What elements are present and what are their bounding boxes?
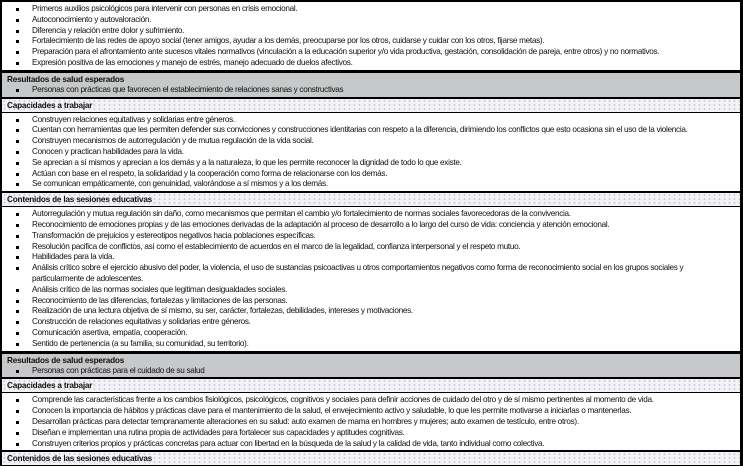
bullet-icon <box>16 310 19 313</box>
list-item-text: Cuentan con herramientas que les permiten defender sus convicciones y construcciones identitarias con respeto a la diferencia, dirimiendo los conflictos que esto ocasiona sin el uso de la violencia. <box>32 125 688 135</box>
bullet-list <box>2 2 740 70</box>
bullet-icon <box>16 289 19 292</box>
list-item <box>2 26 740 37</box>
bullet-icon <box>16 235 19 238</box>
list-item-text: Personas con prácticas para el cuidado de su salud <box>32 365 205 375</box>
list-item <box>2 231 740 242</box>
bullet-list <box>2 207 740 350</box>
list-item-text: Realización de una lectura objetiva de sí mismo, su ser, carácter, fortalezas, debilidades, intereses y motivaciones. <box>32 306 413 316</box>
bullet-icon <box>16 321 19 324</box>
list-item <box>2 366 740 377</box>
list-item-text: Diseñan e implementan una rutina propia de actividades para fortalecer sus capacidades y aptitudes cognitivas. <box>32 427 405 437</box>
list-item-text: Autorregulación y mutua regulación sin daño, como mecanismos que permitan el cambio y/o fortalecimiento de normas sociales favorecedoras de la convivencia. <box>32 209 571 219</box>
list-item <box>2 58 740 69</box>
list-item <box>2 406 740 417</box>
bullet-icon <box>16 443 19 446</box>
list-item <box>2 125 740 136</box>
bullet-list <box>2 113 740 192</box>
list-item-text: Construyen relaciones equitativas y solidarias entre géneros. <box>32 114 235 124</box>
list-item-text: Resolución pacifica de conflictos, así como el establecimiento de acuerdos en el marco de la legalidad, confianza interpersonal y el respeto mutuo. <box>32 241 521 251</box>
list-item <box>2 147 740 158</box>
list-item-text: Construyen mecanismos de autorregulación y de mutua regulación de la vida social. <box>32 136 314 146</box>
bullet-icon <box>16 421 19 424</box>
list-item <box>2 285 740 296</box>
list-item <box>2 439 740 450</box>
list-item <box>2 263 740 285</box>
list-item <box>2 328 740 339</box>
list-item <box>2 428 740 439</box>
bullet-icon <box>16 267 19 270</box>
bullet-icon <box>16 129 19 132</box>
list-item <box>2 339 740 350</box>
list-item-text: Reconocimiento de las diferencias, fortalezas y limitaciones de las personas. <box>32 295 288 305</box>
bullet-icon <box>16 213 19 216</box>
list-item-text: Análisis crítico sobre el ejercicio abusivo del poder, la violencia, el uso de sustancias psicoactivas u otros comportamientos negativos como forma de reconocimiento social en los grupos sociales y particularmente de adolescentes. <box>32 263 684 283</box>
bullet-icon <box>16 19 19 22</box>
list-item <box>2 47 740 58</box>
list-item-text: Primeros auxilios psicológicos para intervenir con personas en crisis emocional. <box>32 4 298 13</box>
list-item <box>2 136 740 147</box>
list-item-text: Conocen la importancia de hábitos y prácticas clave para el mantenimiento de la salud, el envejecimiento activo y saludable, lo que les permite motivarse a iniciarlas o mantenerlas. <box>32 406 632 416</box>
bullet-icon <box>16 410 19 413</box>
bullet-icon <box>16 51 19 54</box>
list-item-text: Construcción de relaciones equitativas y solidarias entre géneros. <box>32 317 251 327</box>
list-item <box>2 306 740 317</box>
bullet-icon <box>16 173 19 176</box>
list-item-text: Actúan con base en el respeto, la solidaridad y la cooperación como forma de relacionarse con los demás. <box>32 168 388 178</box>
list-item-text: Conocen y practican habilidades para la vida. <box>32 146 184 156</box>
list-item <box>2 179 740 190</box>
bullet-icon <box>16 343 19 346</box>
list-item-text: Personas con prácticas que favorecen el establecimiento de relaciones sanas y constructivas <box>32 84 344 94</box>
bullet-icon <box>16 183 19 186</box>
bullet-icon <box>16 140 19 143</box>
list-item <box>2 296 740 307</box>
section-band-resultados <box>2 70 740 99</box>
list-item <box>2 317 740 328</box>
bullet-list <box>2 85 740 97</box>
section-header-title: Capacidades a trabajar <box>2 99 740 113</box>
section-header-title: Contenidos de las sesiones educativas <box>2 191 740 207</box>
list-item-text: Preparación para el afrontamiento ante sucesos vitales normativos (vinculación a la educación superior y/o vida productiva, gestación, consolidación de pareja, entre otros) y no normativos. <box>32 47 660 57</box>
section-header-title: Resultados de salud esperados <box>7 355 125 365</box>
list-item-text: Habilidades para la vida. <box>32 252 115 262</box>
section-header-title: Resultados de salud esperados <box>7 74 125 84</box>
list-item-text: Fortalecimiento de las redes de apoyo social (tener amigos, ayudar a los demás, preocuparse por los otros, cuidarse y cuidar con los otros, fijarse metas). <box>32 36 545 46</box>
bullet-icon <box>16 119 19 122</box>
bullet-list <box>2 366 740 378</box>
list-item-text: Transformación de prejuicios y estereotipos negativos hacia poblaciones específicas. <box>32 230 316 240</box>
list-item-text: Se aprecian a sí mismos y aprecian a los demás y a la naturaleza, lo que les permite reconocer la dignidad de todo lo que existe. <box>32 157 462 167</box>
list-item <box>2 158 740 169</box>
list-item-text: Sentido de pertenencia (a su familia, su comunidad, su territorio). <box>32 338 249 348</box>
list-item-text: Desarrollan prácticas para detectar tempranamente alteraciones en su salud: auto examen de mama en hombres y mujeres; auto examen de testículo, entre otros). <box>32 416 579 426</box>
list-item <box>2 36 740 47</box>
list-item-text: Construyen criterios propios y prácticas concretas para actuar con libertad en la búsqueda de la salud y la calidad de vida, tanto individual como colectiva. <box>32 438 545 448</box>
list-item-text: Reconocimiento de emociones propias y de las emociones derivadas de la adaptación al proceso de desarrollo a lo largo del curso de vida: conciencia y atención emocional. <box>32 219 610 229</box>
list-item <box>2 85 740 96</box>
list-item <box>2 242 740 253</box>
bullet-icon <box>16 224 19 227</box>
bullet-icon <box>16 399 19 402</box>
bullet-icon <box>16 370 19 373</box>
bullet-icon <box>16 432 19 435</box>
list-item-text: Análisis crítico de las normas sociales que legitiman desigualdades sociales. <box>32 284 287 294</box>
bullet-icon <box>16 162 19 165</box>
list-item <box>2 115 740 126</box>
list-item <box>2 395 740 406</box>
bullet-icon <box>16 30 19 33</box>
list-item <box>2 417 740 428</box>
list-item-text: Comprende las características frente a los cambios fisiológicos, psicológicos, cognitivos y sociales para definir acciones de cuidado del otro y de sí mismo pertinentes al momento de vida. <box>32 395 654 405</box>
bullet-icon <box>16 246 19 249</box>
list-item <box>2 252 740 263</box>
list-item-text: Expresión positiva de las emociones y manejo de estrés, manejo adecuado de duelos afectivos. <box>32 57 353 67</box>
list-item <box>2 169 740 180</box>
bullet-icon <box>16 332 19 335</box>
bullet-icon <box>16 62 19 65</box>
list-item <box>2 15 740 26</box>
section-header-title: Capacidades a trabajar <box>2 379 740 393</box>
bullet-icon <box>16 40 19 43</box>
bullet-icon <box>16 256 19 259</box>
list-item-text: Comunicación asertiva, empatía, cooperación. <box>32 327 188 337</box>
list-item-text: Se comunican empáticamente, con genuinidad, valorándose a sí mismos y a los demás. <box>32 179 328 189</box>
bullet-icon <box>16 8 19 11</box>
section-band-resultados <box>2 351 740 380</box>
list-item <box>2 4 740 15</box>
bullet-icon <box>16 89 19 92</box>
list-item <box>2 209 740 220</box>
bullet-list <box>2 393 740 450</box>
list-item-text: Autoconocimiento y autovaloración. <box>32 14 152 24</box>
list-item-text: Diferencia y relación entre dolor y sufrimiento. <box>32 25 185 35</box>
list-item <box>2 220 740 231</box>
bullet-icon <box>16 151 19 154</box>
section-header-title: Contenidos de las sesiones educativas <box>2 450 740 466</box>
bullet-icon <box>16 300 19 303</box>
